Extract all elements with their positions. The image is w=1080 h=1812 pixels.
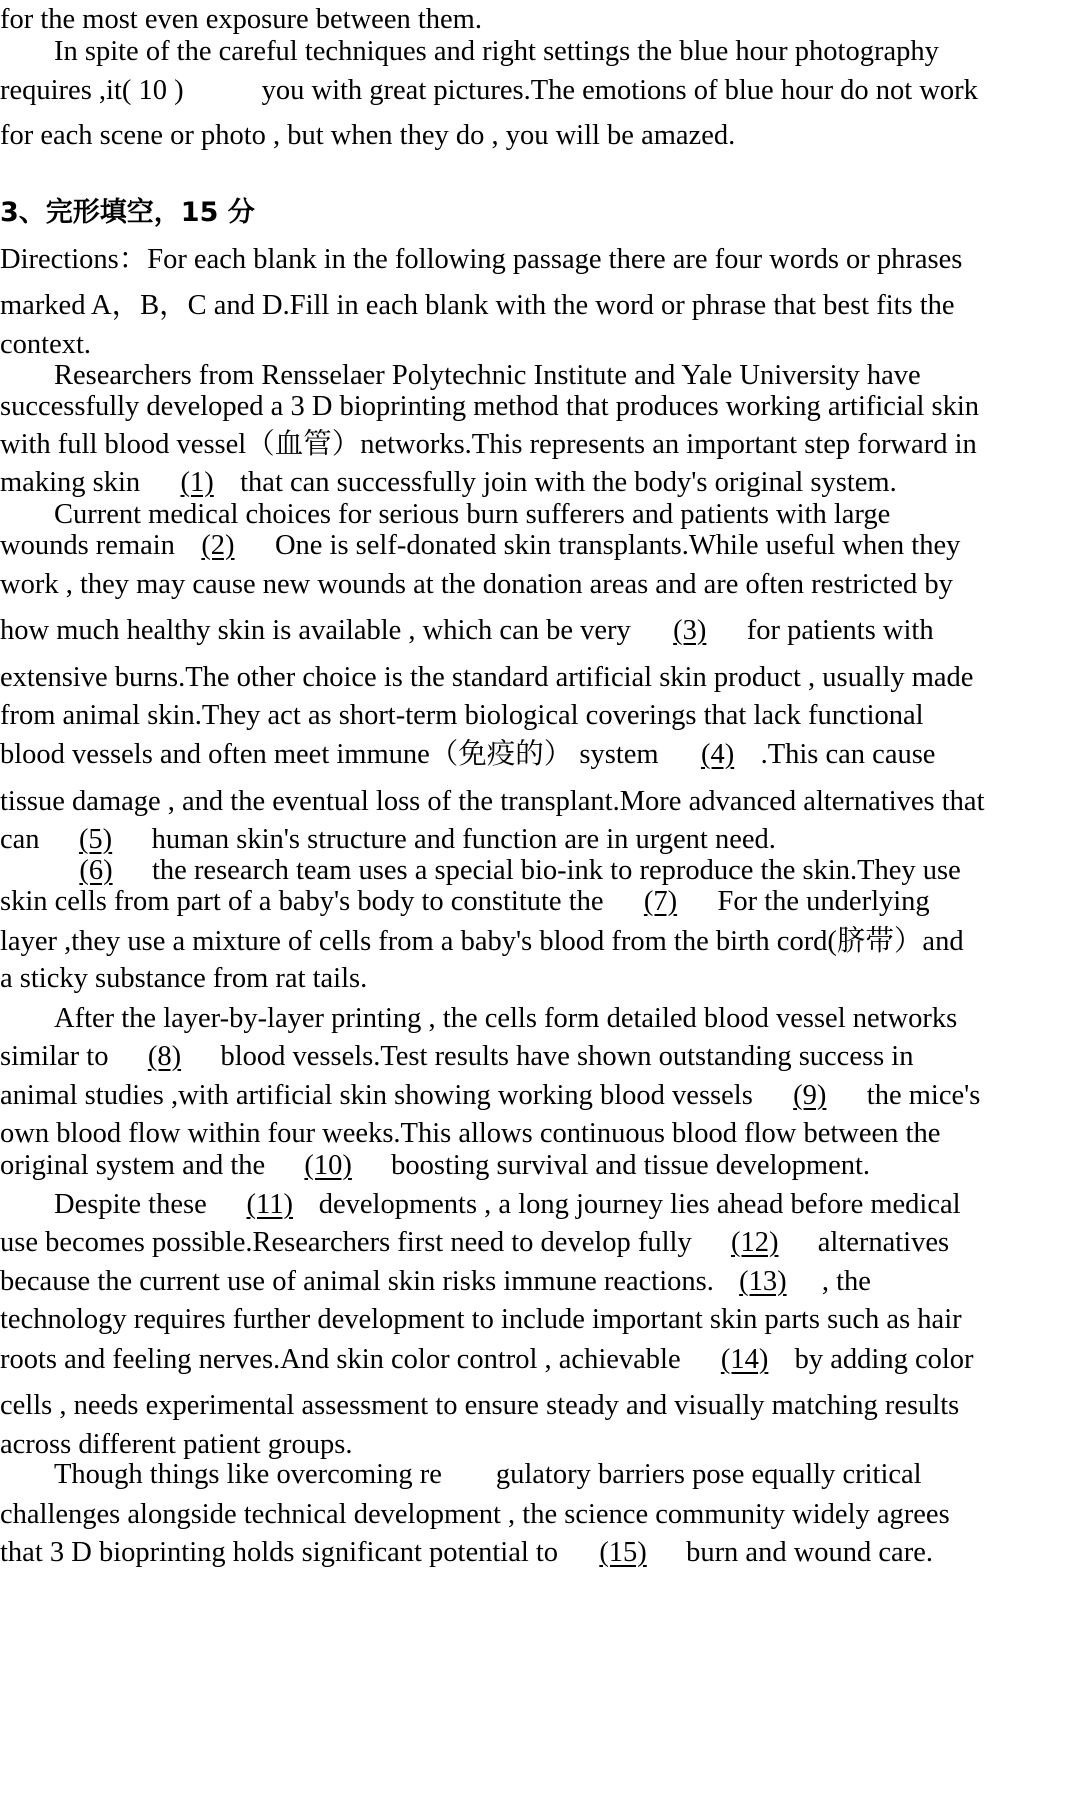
paragraph-text: blood vessels.Test results have shown outstanding success in	[220, 1041, 914, 1072]
text-line	[0, 1043, 913, 1072]
paragraph-text: After the layer-by-layer printing , the cells form detailed blood vessel networks	[54, 1003, 958, 1034]
paragraph-text: the research team uses a special bio-ink to reproduce the skin.They use	[152, 855, 961, 886]
text-line	[0, 571, 953, 600]
paragraph-text: that can successfully join with the body's original system.	[240, 467, 897, 498]
text-line	[0, 1501, 950, 1530]
text-line	[0, 1120, 940, 1149]
directions-line	[0, 331, 91, 360]
paragraph-text: own blood flow within four weeks.This allows continuous blood flow between the	[0, 1118, 941, 1149]
paragraph-text: roots and feeling nerves.And skin color control , achievable	[0, 1344, 681, 1375]
paragraph-text: developments , a long journey lies ahead before medical	[318, 1189, 961, 1220]
paragraph-text: technology requires further development to include important skin parts such as hair	[0, 1304, 962, 1335]
text-line	[0, 788, 985, 817]
text-line	[0, 1229, 949, 1258]
answer-blank-12[interactable]: (12)	[730, 1227, 779, 1258]
directions-line	[0, 292, 955, 321]
paragraph-text: making skin	[0, 467, 141, 498]
answer-blank-5[interactable]: (5)	[78, 824, 113, 855]
text-line	[0, 431, 977, 460]
paragraph-text: Current medical choices for serious burn sufferers and patients with large	[54, 499, 891, 530]
paragraph-text: that 3 D bioprinting holds significant potential to	[0, 1537, 559, 1568]
text-line	[0, 888, 930, 917]
section-heading	[0, 199, 255, 226]
text-line	[0, 928, 964, 957]
text-line	[54, 1191, 961, 1220]
paragraph-text: across different patient groups.	[0, 1429, 353, 1460]
paragraph-text: original system and the	[0, 1150, 266, 1181]
paragraph-text: for each scene or photo , but when they do , you will be amazed.	[0, 120, 736, 151]
paragraph-text: burn and wound care.	[686, 1537, 933, 1568]
answer-blank-11[interactable]: (11)	[246, 1189, 293, 1220]
answer-blank-6[interactable]: (6)	[79, 855, 113, 886]
text-line	[54, 1461, 922, 1490]
paragraph-text: Researchers from Rensselaer Polytechnic Institute and Yale University have	[54, 360, 921, 391]
text-line	[0, 826, 776, 855]
paragraph-text: blood vessels and often meet immune（免疫的） system	[0, 739, 659, 770]
answer-blank-10[interactable]: (10)	[304, 1150, 352, 1181]
text-line	[0, 965, 367, 994]
text-line	[0, 1152, 870, 1181]
paragraph-text: wounds remain	[0, 530, 175, 561]
answer-blank-3[interactable]: (3)	[673, 615, 707, 646]
text-line	[54, 501, 890, 530]
paragraph-text: gulatory barriers pose equally critical	[495, 1459, 922, 1490]
paragraph-text: In spite of the careful techniques and right settings the blue hour photography	[54, 36, 939, 67]
paragraph-text: work , they may cause new wounds at the donation areas and are often restricted by	[0, 569, 953, 600]
text-line	[0, 741, 935, 770]
text-line	[0, 1392, 959, 1421]
text-line	[0, 664, 973, 693]
answer-blank-7[interactable]: (7)	[643, 886, 678, 917]
text-line	[54, 362, 921, 391]
text-line	[0, 122, 735, 151]
paragraph-text: a sticky substance from rat tails.	[0, 963, 368, 994]
text-line	[0, 1082, 980, 1111]
paragraph-text: with full blood vessel（血管）networks.This represents an important step forward in	[0, 429, 977, 460]
paragraph-text: you with great pictures.The emotions of blue hour do not work	[261, 75, 978, 106]
text-line	[0, 77, 978, 106]
paragraph-text: skin cells from part of a baby's body to constitute the	[0, 886, 604, 917]
paragraph-text: challenges alongside technical development , the science community widely agrees	[0, 1499, 950, 1530]
paragraph-text: for the most even exposure between them.	[0, 4, 482, 35]
paragraph-text: Despite these	[54, 1189, 207, 1220]
paragraph-text: tissue damage , and the eventual loss of the transplant.More advanced alternatives that	[0, 786, 985, 817]
paragraph-text: boosting survival and tissue development.	[391, 1150, 871, 1181]
text-line	[54, 1005, 957, 1034]
paragraph-text: by adding color	[794, 1344, 974, 1375]
paragraph-text: Though things like overcoming re	[54, 1459, 442, 1490]
directions-text: Directions：For each blank in the following passage there are four words or phrases	[0, 244, 963, 275]
paragraph-text: similar to	[0, 1041, 109, 1072]
answer-blank-2[interactable]: (2)	[201, 530, 235, 561]
answer-blank-14[interactable]: (14)	[720, 1344, 769, 1375]
paragraph-text: , the	[821, 1266, 871, 1297]
text-line	[0, 393, 979, 422]
text-line	[0, 1306, 962, 1335]
paragraph-text: the mice's	[866, 1080, 981, 1111]
text-line	[54, 857, 961, 886]
text-line	[0, 6, 482, 35]
paragraph-text: successfully developed a 3 D bioprinting method that produces working artificial skin	[0, 391, 980, 422]
paragraph-text: human skin's structure and function are in urgent need.	[151, 824, 776, 855]
paragraph-text: because the current use of animal skin risks immune reactions.	[0, 1266, 714, 1297]
answer-blank-9[interactable]: (9)	[793, 1080, 827, 1111]
text-line	[0, 469, 897, 498]
section-title: 3、完形填空，15 分	[0, 197, 255, 228]
directions-line	[0, 246, 962, 275]
text-line	[0, 1268, 871, 1297]
paragraph-text: use becomes possible.Researchers first need to develop fully	[0, 1227, 692, 1258]
paragraph-text: can	[0, 824, 40, 855]
directions-text: marked A，B，C and D.Fill in each blank with the word or phrase that best fits the	[0, 290, 955, 321]
answer-blank-1[interactable]: (1)	[180, 467, 214, 498]
answer-blank-8[interactable]: (8)	[147, 1041, 182, 1072]
paragraph-text: how much healthy skin is available , which can be very	[0, 615, 631, 646]
answer-blank-15[interactable]: (15)	[599, 1537, 647, 1568]
paragraph-text: .This can cause	[760, 739, 936, 770]
text-line	[0, 1539, 933, 1568]
paragraph-text: alternatives	[817, 1227, 950, 1258]
paragraph-text: layer ,they use a mixture of cells from a baby's blood from the birth cord(脐带）and	[0, 926, 964, 957]
paragraph-text: One is self-donated skin transplants.While useful when they	[274, 530, 961, 561]
paragraph-text: from animal skin.They act as short-term biological coverings that lack functional	[0, 700, 924, 731]
paragraph-text: requires ,it( 10 )	[0, 75, 184, 106]
paragraph-text: animal studies ,with artificial skin showing working blood vessels	[0, 1080, 753, 1111]
directions-text: context.	[0, 329, 92, 360]
text-line	[0, 617, 934, 646]
text-line	[0, 1346, 974, 1375]
answer-blank-13[interactable]: (13)	[739, 1266, 787, 1297]
paragraph-text: extensive burns.The other choice is the standard artificial skin product , usually made	[0, 662, 974, 693]
paragraph-text: cells , needs experimental assessment to ensure steady and visually matching results	[0, 1390, 960, 1421]
text-line	[0, 702, 924, 731]
text-line	[0, 1431, 352, 1460]
paragraph-text: For the underlying	[717, 886, 930, 917]
text-line	[0, 532, 960, 561]
paragraph-text: for patients with	[746, 615, 934, 646]
text-line	[54, 38, 939, 67]
answer-blank-4[interactable]: (4)	[700, 739, 735, 770]
